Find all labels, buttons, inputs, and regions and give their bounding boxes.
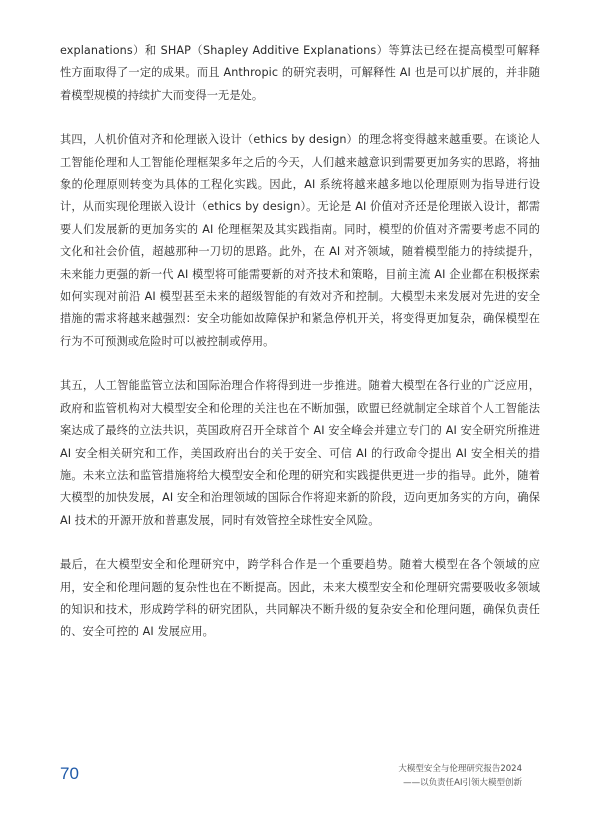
page-number: 70 [60, 764, 79, 783]
report-subtitle: ——以负责任AI引领大模型创新 [403, 778, 522, 788]
footer-report-info [398, 762, 522, 790]
paragraph-ethics-by-design: 其四，人机价值对齐和伦理嵌入设计（ethics by design）的理念将变得越来越重要。在谈论人工智能伦理和人工智能伦理框架多年之后的今天，人们越来越意识到需要更加务实的思路，将抽象的伦理原则转变为具体的工程化实践。因此，AI 系统将越来越多地以伦理原则为指导进行设计，从而实现伦理嵌入设计（ethics by design）。无论是 AI 价值对齐还是伦理嵌入设计，都需要人们发展新的更加务实的 AI 伦理框架及其实践指南。同时，模型的价值对齐需要考虑不同的文化和社会价值，超越那种一刀切的思路。此外，在 AI 对齐领域，随着模型能力的持续提升，未来能力更强的新一代 AI 模型将可能需要新的对齐技术和策略，目前主流 AI 企业都在积极探索如何实现对前沿 AI 模型甚至未来的超级智能的有效对齐和控制。大模型未来发展对先进的安全措施的需求将越来越强烈：安全功能如故障保护和紧急停机开关，将变得更加复杂，确保模型在行为不可预测或危险时可以被控制或停用。 [60, 133, 540, 348]
paragraph-explainability: explanations）和 SHAP（Shapley Additive Explanations）等算法已经在提高模型可解释性方面取得了一定的成果。而且 Anthropic 的研究表明，可解释性 AI 也是可以扩展的，并非随着模型规模的持续扩大而变得一无是处。 [60, 44, 540, 102]
paragraph-regulation: 其五，人工智能监管立法和国际治理合作将得到进一步推进。随着大模型在各行业的广泛应用，政府和监管机构对大模型安全和伦理的关注也在不断加强，欧盟已经就制定全球首个人工智能法案达成了最终的立法共识，英国政府召开全球首个 AI 安全峰会并建立专门的 AI 安全研究所推进 AI 安全相关研究和工作，美国政府出台的关于安全、可信 AI 的行政命令提出 AI 安全相关的措施。未来立法和监管措施将给大模型安全和伦理的研究和实践提供更进一步的指导。此外，随着大模型的加快发展，AI 安全和治理领域的国际合作将迎来新的阶段，迈向更加务实的方向，确保 AI 技术的开源开放和普惠发展，同时有效管控全球性安全风险。 [60, 379, 540, 527]
paragraph-interdisciplinary: 最后，在大模型安全和伦理研究中，跨学科合作是一个重要趋势。随着大模型在各个领域的应用，安全和伦理问题的复杂性也在不断提高。因此，未来大模型安全和伦理研究需要吸收多领域的知识和技术，形成跨学科的研究团队，共同解决不断升级的复杂安全和伦理问题，确保负责任的、安全可控的 AI 发展应用。 [60, 558, 540, 639]
report-title: 大模型安全与伦理研究报告2024 [398, 764, 522, 774]
body-text [60, 40, 540, 644]
